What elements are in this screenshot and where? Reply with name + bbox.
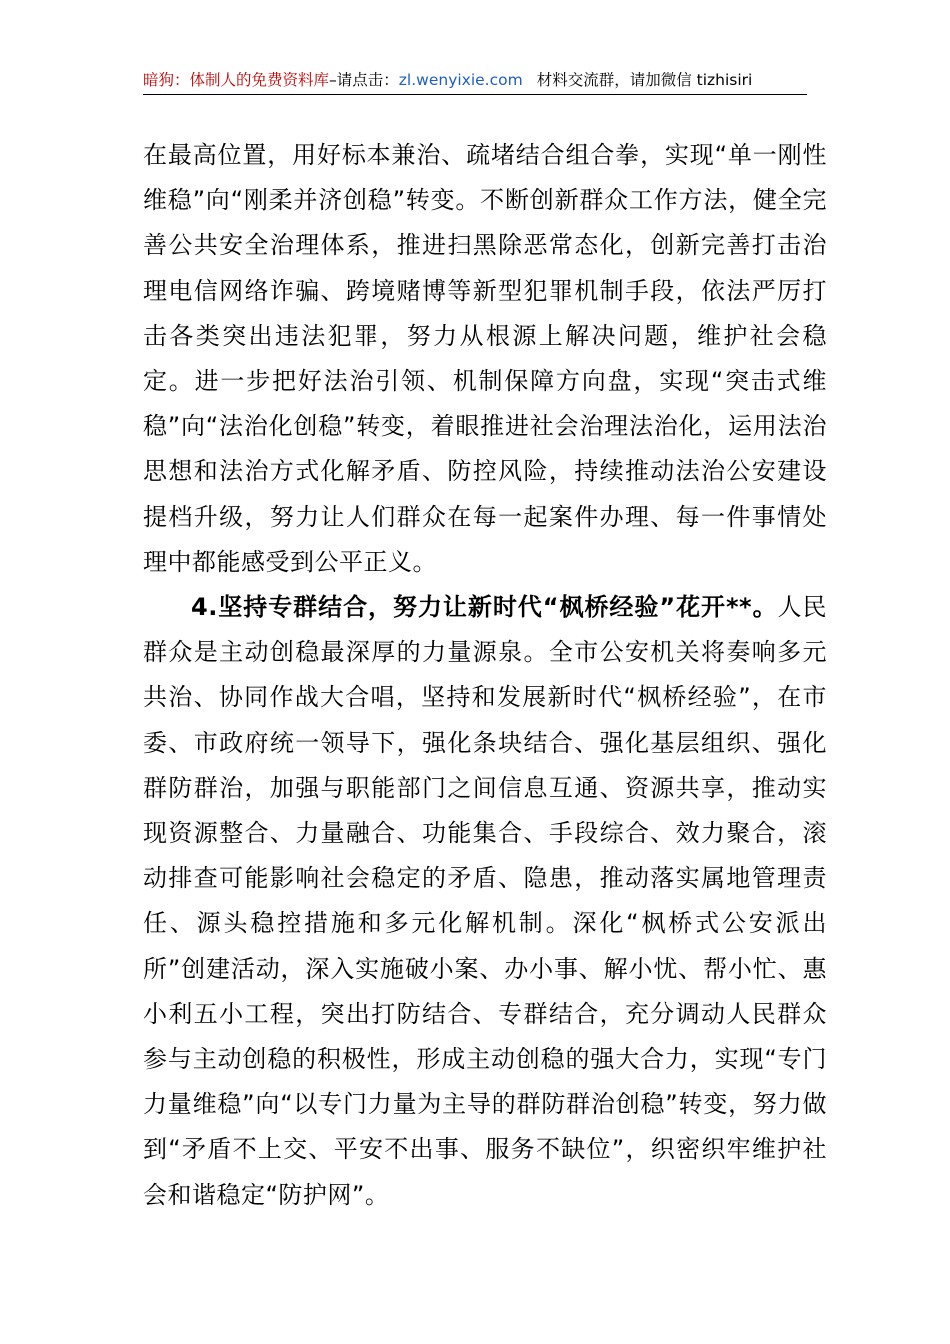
header-link-prompt: –请点击： [329,71,399,89]
section-4-body: 人民群众是主动创稳最深厚的力量源泉。全市公安机关将奏响多元共治、协同作战大合唱，坚持和发展新时代“枫桥经验”，在市委、市政府统一领导下，强化条块结合、强化基层组织、强化群防群治，加强与职能部门之间信息互通、资源共享，推动实现资源整合、力量融合、功能集合、手段综合、效力聚合，滚动排查可能影响社会稳定的矛盾、隐患，推动落实属地管理责任、源头稳控措施和多元化解机制。深化“枫桥式公安派出所”创建活动，深入实施破小案、办小事、解小忧、帮小忙、惠小利五小工程，突出打防结合、专群结合，充分调动人民群众参与主动创稳的积极性，形成主动创稳的强大合力，实现“专门力量维稳”向“以专门力量为主导的群防群治创稳”转变，努力做到“矛盾不上交、平安不出事、服务不缺位”，织密织牢维护社会和谐稳定“防护网”。 [143,593,828,1209]
page-header [143,66,807,95]
header-site-name: 暗狗：体制人的免费资料库 [143,71,330,89]
document-body [143,133,827,1218]
section-4-heading: 4.坚持专群结合，努力让新时代“枫桥经验”花开**。 [191,593,778,622]
header-wechat-note: 材料交流群，请加微信 tizhisiri [536,71,753,89]
paragraph-continuation: 在最高位置，用好标本兼治、疏堵结合组合拳，实现“单一刚性维稳”向“刚柔并济创稳”转变。不断创新群众工作方法，健全完善公共安全治理体系，推进扫黑除恶常态化，创新完善打击治理电信网络诈骗、跨境赌博等新型犯罪机制手段，依法严厉打击各类突出违法犯罪，努力从根源上解决问题，维护社会稳定。进一步把好法治引领、机制保障方向盘，实现“突击式维稳”向“法治化创稳”转变，着眼推进社会治理法治化，运用法治思想和法治方式化解矛盾、防控风险，持续推动法治公安建设提档升级，努力让人们群众在每一起案件办理、每一件事情处理中都能感受到公平正义。 [143,141,827,576]
paragraph-section-4 [143,585,827,1218]
header-url-link[interactable]: zl.wenyixie.com [398,71,523,89]
